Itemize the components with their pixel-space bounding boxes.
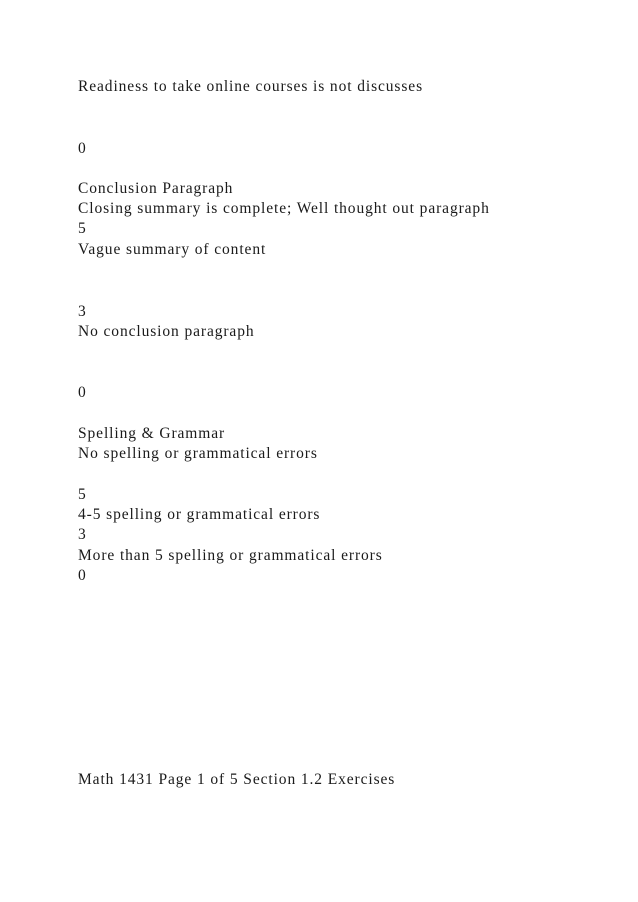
criterion-text-readiness: Readiness to take online courses is not discusses: [78, 78, 424, 95]
criterion-text-no-errors: No spelling or grammatical errors: [78, 445, 318, 462]
score-value: 3: [78, 303, 87, 320]
criterion-text-many-errors: More than 5 spelling or grammatical errors: [78, 547, 383, 564]
score-value: 5: [78, 486, 87, 503]
section-heading-conclusion: Conclusion Paragraph: [78, 180, 234, 197]
section-heading-spelling: Spelling & Grammar: [78, 425, 226, 442]
score-value: 3: [78, 526, 87, 543]
score-value: 0: [78, 567, 87, 584]
criterion-text-few-errors: 4-5 spelling or grammatical errors: [78, 506, 321, 523]
score-value: 0: [78, 140, 87, 157]
criterion-text-no-conclusion: No conclusion paragraph: [78, 323, 255, 340]
criterion-text-closing: Closing summary is complete; Well thought out paragraph: [78, 200, 490, 217]
page-footer-heading: Math 1431 Page 1 of 5 Section 1.2 Exercises: [78, 771, 396, 788]
score-value: 0: [78, 384, 87, 401]
score-value: 5: [78, 220, 87, 237]
criterion-text-vague: Vague summary of content: [78, 241, 267, 258]
